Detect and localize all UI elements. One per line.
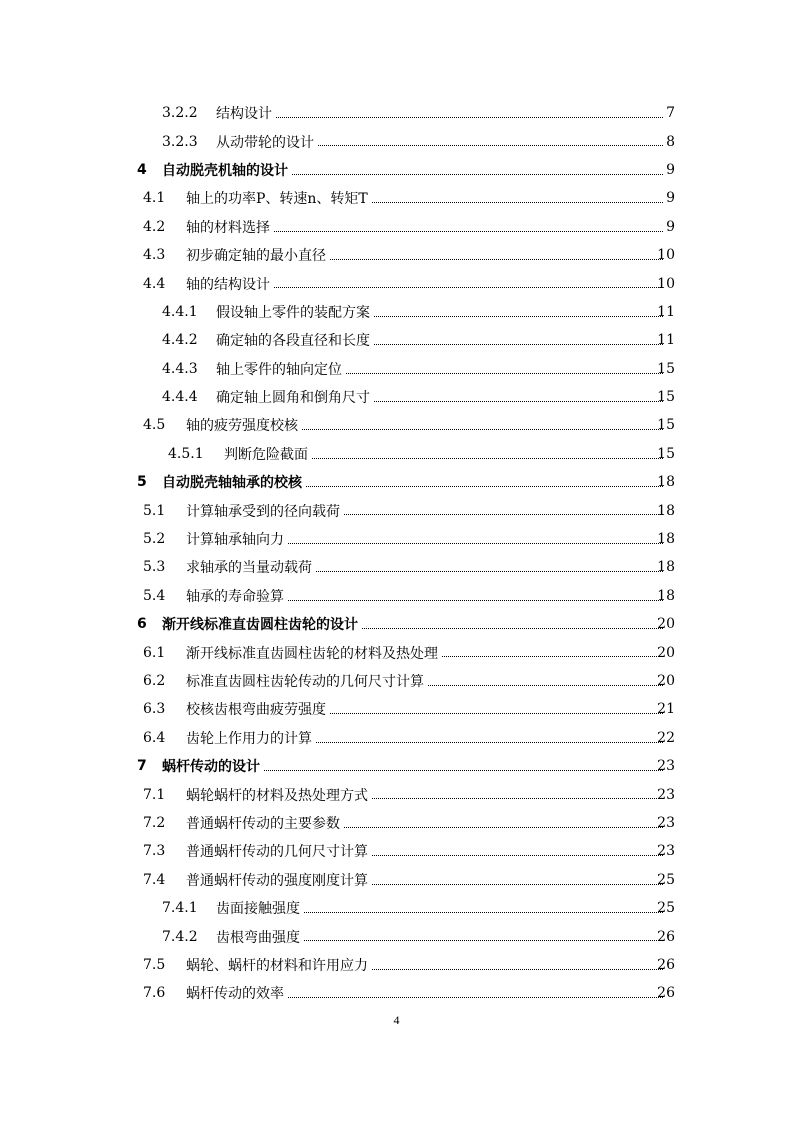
toc-entry-page: 18 [657, 474, 675, 491]
toc-entry-title: 蜗轮、蜗杆的材料和许用应力 [186, 957, 368, 974]
toc-entry-page: 25 [657, 900, 675, 917]
toc-entry-page: 26 [657, 956, 675, 973]
toc-entry-number: 4.2 [143, 218, 166, 235]
toc-entry-title: 确定轴上圆角和倒角尺寸 [216, 390, 370, 407]
toc-entry [0, 724, 793, 752]
toc-entry-page: 25 [657, 871, 675, 888]
toc-entry [0, 411, 793, 439]
toc-dot-leader [316, 742, 663, 743]
toc-entry-title: 普通蜗杆传动的主要参数 [186, 815, 340, 832]
toc-entry-number: 5.4 [143, 587, 166, 604]
toc-entry-title: 计算轴承受到的径向载荷 [186, 503, 340, 520]
toc-dot-leader [372, 969, 663, 970]
toc-entry [0, 667, 793, 695]
toc-entry-number: 7.4.2 [162, 928, 198, 945]
toc-entry [0, 610, 793, 638]
toc-entry [0, 951, 793, 979]
toc-dot-leader [374, 401, 663, 402]
toc-entry-number: 7.6 [143, 985, 166, 1002]
toc-entry-number: 4.4.2 [162, 332, 198, 349]
toc-entry-number: 5 [137, 474, 147, 491]
toc-entry-title: 轴上零件的轴向定位 [216, 361, 342, 378]
toc-entry [0, 127, 793, 155]
toc-entry-title: 从动带轮的设计 [216, 134, 314, 151]
toc-entry-number: 3.2.3 [162, 133, 198, 150]
toc-entry-number: 7.5 [143, 956, 166, 973]
toc-entry [0, 752, 793, 780]
toc-dot-leader [288, 600, 663, 601]
toc-entry [0, 298, 793, 326]
toc-entry-number: 6.4 [143, 729, 166, 746]
toc-entry-title: 普通蜗杆传动的几何尺寸计算 [186, 844, 368, 861]
toc-entry [0, 241, 793, 269]
toc-entry-page: 10 [657, 275, 675, 292]
toc-entry [0, 582, 793, 610]
toc-entry-title: 蜗杆传动的效率 [186, 986, 284, 1003]
toc-entry-number: 4.1 [143, 190, 166, 207]
toc-entry [0, 922, 793, 950]
toc-entry [0, 156, 793, 184]
toc-dot-leader [304, 912, 663, 913]
toc-dot-leader [288, 543, 663, 544]
toc-entry-number: 7.1 [143, 786, 166, 803]
toc-entry [0, 866, 793, 894]
toc-entry-title: 结构设计 [216, 106, 272, 123]
toc-entry [0, 780, 793, 808]
toc-entry-number: 6.2 [143, 673, 166, 689]
toc-entry-number: 4.4 [143, 275, 166, 292]
toc-entry [0, 979, 793, 1007]
toc-entry-title: 确定轴的各段直径和长度 [216, 333, 370, 350]
toc-entry [0, 383, 793, 411]
toc-entry-title: 求轴承的当量动载荷 [186, 560, 312, 577]
toc-entry-title: 轴的疲劳强度校核 [186, 418, 298, 435]
toc-dot-leader [372, 202, 663, 203]
toc-entry-title: 自动脱壳轴轴承的校核 [162, 475, 302, 492]
toc-entry [0, 553, 793, 581]
toc-entry-page: 20 [657, 673, 675, 689]
toc-entry-page: 18 [657, 502, 675, 519]
toc-entry-page: 9 [666, 190, 675, 207]
toc-entry-title: 初步确定轴的最小直径 [186, 248, 326, 265]
toc-entry-page: 26 [657, 985, 675, 1002]
toc-entry-title: 轴的材料选择 [186, 219, 270, 236]
toc-entry-page: 23 [657, 786, 675, 803]
toc-entry [0, 468, 793, 496]
toc-entry-title: 轴承的寿命验算 [186, 588, 284, 605]
toc-entry-page: 15 [657, 445, 675, 462]
toc-entry-title: 齿根弯曲强度 [216, 929, 300, 946]
toc-entry-page: 23 [657, 814, 675, 831]
toc-entry-number: 4.4.1 [162, 303, 198, 320]
table-of-contents [0, 99, 793, 1008]
toc-entry-page: 18 [657, 587, 675, 604]
toc-dot-leader [442, 656, 663, 657]
toc-entry [0, 326, 793, 354]
toc-entry [0, 525, 793, 553]
toc-entry-number: 7.2 [143, 814, 166, 831]
toc-entry-number: 7 [137, 758, 147, 775]
toc-entry [0, 440, 793, 468]
toc-dot-leader [344, 827, 663, 828]
toc-entry-page: 11 [657, 332, 675, 349]
toc-entry-page: 15 [657, 360, 675, 377]
toc-entry-number: 6.1 [143, 644, 166, 661]
toc-entry-number: 4.4.3 [162, 360, 198, 377]
toc-entry-title: 假设轴上零件的装配方案 [216, 304, 370, 321]
toc-entry-title: 齿面接触强度 [216, 901, 300, 918]
toc-entry-page: 20 [657, 644, 675, 661]
toc-entry-number: 5.1 [143, 502, 166, 519]
toc-entry-page: 26 [657, 928, 675, 945]
toc-entry-page: 15 [657, 417, 675, 434]
toc-dot-leader [330, 713, 663, 714]
toc-dot-leader [372, 884, 663, 885]
toc-entry-title: 标准直齿圆柱齿轮传动的几何尺寸计算 [186, 674, 424, 690]
toc-dot-leader [274, 287, 663, 288]
toc-entry-page: 20 [657, 616, 675, 633]
toc-dot-leader [306, 486, 663, 487]
toc-entry-number: 4 [137, 161, 147, 178]
toc-entry-number: 5.2 [143, 531, 166, 548]
toc-dot-leader [318, 145, 663, 146]
toc-entry-page: 7 [666, 105, 675, 122]
toc-entry [0, 269, 793, 297]
toc-entry-title: 轴的结构设计 [186, 276, 270, 293]
toc-dot-leader [316, 571, 663, 572]
toc-dot-leader [302, 429, 663, 430]
toc-entry-number: 5.3 [143, 559, 166, 576]
toc-entry-title: 计算轴承轴向力 [186, 532, 284, 549]
toc-entry-number: 4.4.4 [162, 389, 198, 406]
toc-dot-leader [292, 174, 663, 175]
toc-dot-leader [312, 458, 663, 459]
toc-entry-page: 10 [657, 247, 675, 264]
toc-entry [0, 695, 793, 723]
toc-entry-title: 普通蜗杆传动的强度刚度计算 [186, 872, 368, 889]
toc-entry-page: 23 [657, 758, 675, 775]
toc-dot-leader [346, 373, 663, 374]
toc-entry [0, 213, 793, 241]
toc-entry-title: 校核齿根弯曲疲劳强度 [186, 702, 326, 719]
toc-entry-title: 轴上的功率P、转速n、转矩T [186, 191, 368, 208]
toc-entry-page: 18 [657, 559, 675, 576]
toc-entry [0, 837, 793, 865]
toc-entry [0, 355, 793, 383]
toc-entry-page: 18 [657, 531, 675, 548]
toc-entry-page: 9 [666, 218, 675, 235]
toc-dot-leader [344, 514, 663, 515]
toc-entry-title: 蜗轮蜗杆的材料及热处理方式 [186, 787, 368, 804]
toc-dot-leader [372, 855, 663, 856]
toc-entry-title: 齿轮上作用力的计算 [186, 730, 312, 747]
toc-entry-title: 自动脱壳机轴的设计 [162, 162, 288, 179]
toc-dot-leader [304, 940, 663, 941]
toc-entry [0, 894, 793, 922]
toc-entry [0, 638, 793, 666]
toc-dot-leader [274, 231, 663, 232]
toc-dot-leader [330, 259, 663, 260]
toc-entry-number: 4.3 [143, 247, 166, 264]
toc-entry-number: 4.5.1 [168, 445, 204, 462]
toc-entry [0, 184, 793, 212]
toc-entry-page: 23 [657, 843, 675, 860]
toc-entry-number: 7.4 [143, 871, 166, 888]
toc-entry-title: 渐开线标准直齿圆柱齿轮的设计 [162, 617, 358, 634]
toc-entry-page: 8 [666, 133, 675, 150]
toc-dot-leader [288, 997, 663, 998]
toc-entry-number: 4.5 [143, 417, 166, 434]
toc-entry-number: 6.3 [143, 701, 166, 718]
toc-entry-page: 11 [657, 303, 675, 320]
toc-entry-number: 6 [137, 616, 147, 633]
toc-dot-leader [362, 628, 663, 629]
toc-dot-leader [374, 316, 663, 317]
toc-entry-number: 7.4.1 [162, 900, 198, 917]
toc-entry-page: 15 [657, 389, 675, 406]
toc-entry-title: 判断危险截面 [224, 446, 308, 463]
toc-entry-title: 渐开线标准直齿圆柱齿轮的材料及热处理 [186, 645, 438, 662]
toc-entry [0, 99, 793, 127]
toc-entry-title: 蜗杆传动的设计 [162, 759, 260, 776]
toc-dot-leader [374, 344, 663, 345]
toc-dot-leader [428, 685, 663, 686]
toc-entry-page: 9 [666, 161, 675, 178]
toc-entry-number: 7.3 [143, 843, 166, 860]
toc-dot-leader [264, 770, 663, 771]
toc-entry-page: 21 [657, 701, 675, 718]
page-number: 4 [393, 1013, 400, 1027]
toc-dot-leader [276, 117, 663, 118]
toc-dot-leader [372, 798, 663, 799]
toc-entry-page: 22 [657, 729, 675, 746]
toc-entry-number: 3.2.2 [162, 105, 198, 122]
toc-entry [0, 809, 793, 837]
toc-entry [0, 496, 793, 524]
